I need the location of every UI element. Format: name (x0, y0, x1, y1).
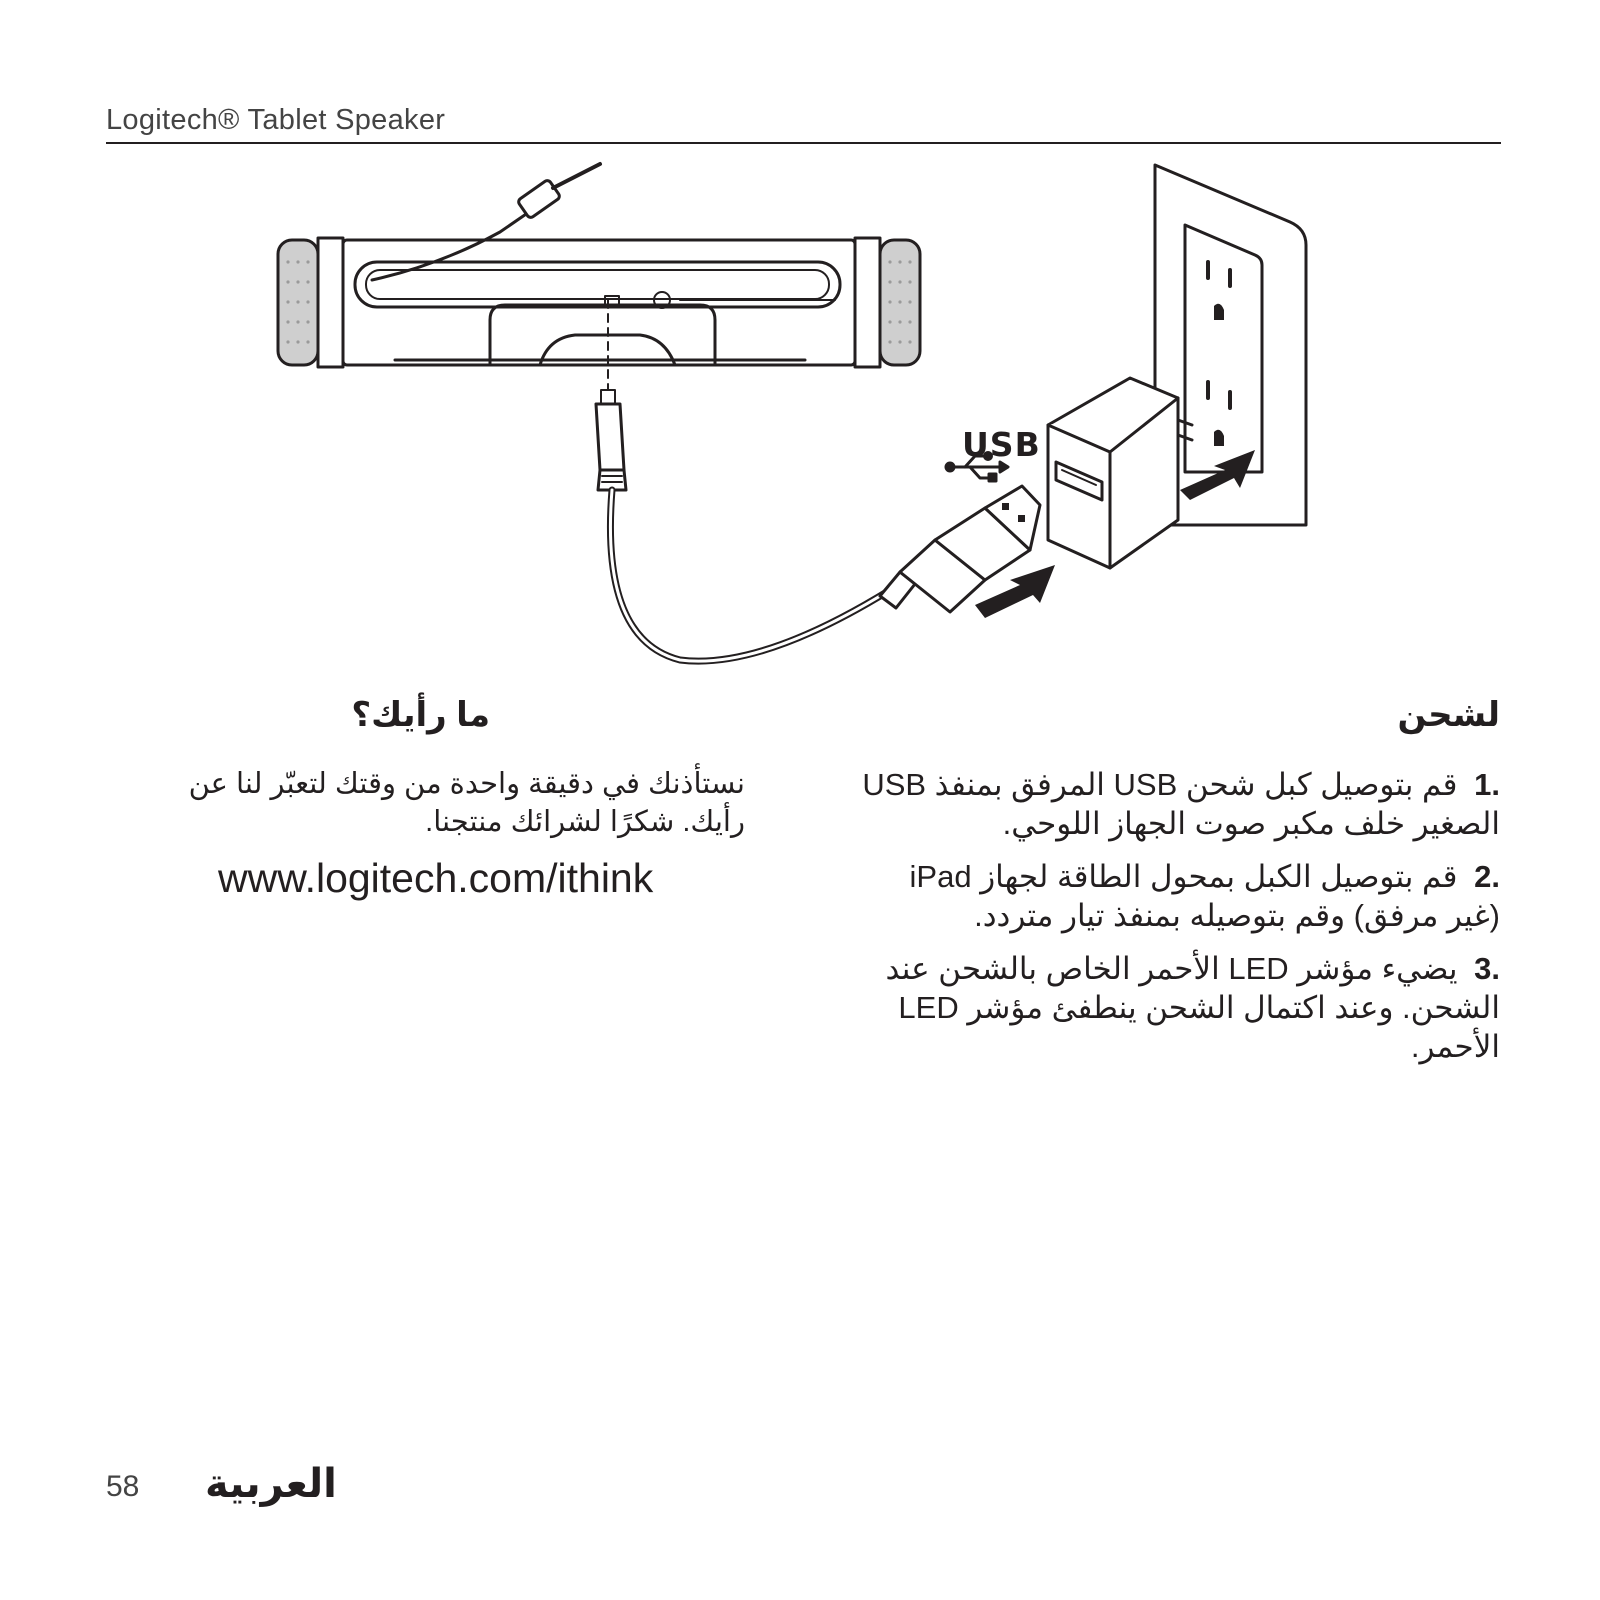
usb-label: USB (962, 425, 1041, 464)
step-number: .2 (1474, 859, 1500, 894)
charging-heading: لشحن (1397, 696, 1500, 734)
document-header-title: Logitech® Tablet Speaker (106, 104, 446, 136)
page-number: 58 (106, 1470, 140, 1503)
power-adapter-illustration (1048, 378, 1192, 568)
speaker-illustration (278, 238, 920, 367)
charging-step (860, 949, 1500, 1066)
charging-section (860, 695, 1500, 1080)
feedback-text: نستأذنك في دقيقة واحدة من وقتك لتعبّر لنا عن رأيك. شكرًا لشرائك منتجنا. (188, 768, 745, 838)
charging-step (860, 857, 1500, 935)
feedback-heading: ما رأيك؟ (351, 696, 490, 734)
charging-steps (860, 765, 1500, 1066)
feedback-section (120, 695, 745, 902)
micro-usb-cable-illustration (596, 390, 890, 661)
step-text: يضيء مؤشر LED الأحمر الخاص بالشحن عند الشحن. وعند اكتمال الشحن ينطفئ مؤشر LED الأحمر. (885, 951, 1500, 1064)
step-text: قم بتوصيل كبل شحن USB المرفق بمنفذ USB الصغير خلف مكبر صوت الجهاز اللوحي. (862, 767, 1500, 841)
charging-step (860, 765, 1500, 843)
footer-language-label: العربية (205, 1462, 337, 1506)
feedback-url-link[interactable]: www.logitech.com/ithink (218, 855, 654, 901)
step-number: .1 (1474, 767, 1500, 802)
step-text: قم بتوصيل الكبل بمحول الطاقة لجهاز iPad (غير مرفق) وقم بتوصيله بمنفذ تيار متردد. (909, 859, 1500, 933)
step-number: .3 (1474, 951, 1500, 986)
